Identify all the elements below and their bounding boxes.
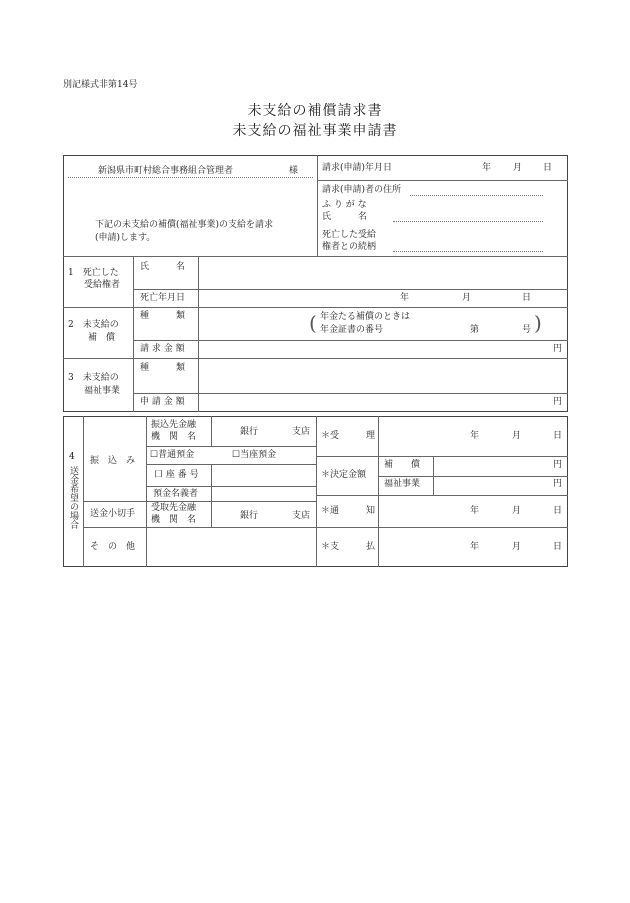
payment-label: ＊支 払: [321, 542, 376, 552]
title-2: 未支給の福祉事業申請書: [232, 123, 398, 139]
year-label: 年: [400, 293, 410, 303]
furigana-label: ふ り が な: [322, 200, 367, 210]
dai-label: 第: [470, 325, 480, 335]
request-text-2: (申請)します。: [95, 233, 156, 243]
title-1: 未支給の補償請求書: [247, 103, 383, 119]
year-label: 年: [470, 506, 480, 516]
main-table: [63, 155, 568, 412]
bracket-left-icon: (: [309, 311, 317, 335]
month-label: 月: [512, 506, 522, 516]
bank-dest-label: 振込先金融: [151, 420, 197, 430]
month-label: 月: [462, 293, 472, 303]
year-label: 年: [482, 163, 492, 173]
day-label: 日: [553, 506, 563, 516]
account-number-label: 口 座 番 号: [154, 470, 199, 480]
bank-label: 銀行: [240, 427, 259, 437]
addressee: 新潟県市町村総合事務組合管理者: [98, 166, 234, 176]
account-holder-label: 預金名義者: [153, 489, 199, 499]
transfer-label: 振 込 み: [90, 456, 136, 466]
bank-label: 銀行: [240, 511, 259, 521]
claim-amount-label: 請 求 金 額: [140, 344, 185, 354]
decided-amount-label: ＊決定金額: [321, 470, 367, 480]
year-label: 年: [470, 431, 480, 441]
section4-number: 4: [69, 452, 75, 462]
recv-bank-label: 受取先金融: [151, 503, 197, 513]
ordinary-deposit-checkbox[interactable]: ☐普通預金: [150, 450, 195, 460]
branch-label: 支店: [292, 511, 311, 521]
bracket-right-icon: ): [534, 311, 542, 335]
section3-label-2: 福祉事業: [84, 386, 121, 396]
kind-label: 種 類: [140, 363, 186, 373]
yen-label: 円: [553, 479, 563, 489]
receipt-label: ＊受 理: [321, 431, 376, 441]
yen-label: 円: [553, 344, 563, 354]
date-label: 請求(申請)年月日: [322, 163, 393, 173]
pension-note: 年金たる補償のときは: [320, 312, 411, 322]
welfare-label: 福祉事業: [384, 479, 421, 489]
yen-label: 円: [553, 397, 563, 407]
sama: 様: [289, 166, 299, 176]
section2-label: 2 未支給の: [68, 320, 119, 330]
deceased-name-label: 氏 名: [140, 262, 186, 272]
section4-label: 送金希望の場合: [68, 466, 78, 529]
form-number: 別記様式非第14号: [63, 80, 138, 90]
month-label: 月: [512, 542, 522, 552]
month-label: 月: [512, 431, 522, 441]
bank-dest-label-2: 機 関 名: [151, 432, 197, 442]
current-deposit-checkbox[interactable]: ☐当座預金: [232, 450, 277, 460]
day-label: 日: [553, 542, 563, 552]
death-date-label: 死亡年月日: [140, 293, 186, 303]
pension-number-label: 年金証書の番号: [320, 325, 384, 335]
kind-label: 種 類: [140, 311, 186, 321]
section1-label-2: 受給権者: [84, 280, 121, 290]
year-label: 年: [470, 542, 480, 552]
section3-label: 3 未支給の: [68, 373, 119, 383]
month-label: 月: [513, 163, 523, 173]
go-label: 号: [522, 325, 532, 335]
other-label: そ の 他: [90, 542, 136, 552]
day-label: 日: [522, 293, 532, 303]
apply-amount-label: 申 請 金 額: [140, 397, 185, 407]
check-label: 送金小切手: [90, 509, 136, 519]
section1-label: 1 死亡した: [68, 268, 119, 278]
recv-bank-label-2: 機 関 名: [151, 515, 197, 525]
relation-label-1: 死亡した受給: [322, 230, 377, 240]
address-label: 請求(申請)者の住所: [322, 185, 402, 195]
yen-label: 円: [553, 460, 563, 470]
branch-label: 支店: [292, 427, 311, 437]
day-label: 日: [543, 163, 553, 173]
compensation-label: 補 償: [384, 460, 421, 470]
request-text-1: 下記の未支給の補償(福祉事業)の支給を請求: [95, 220, 274, 230]
relation-label-2: 権者との続柄: [322, 242, 377, 252]
name-label: 氏 名: [322, 212, 368, 222]
day-label: 日: [553, 431, 563, 441]
section2-label-2: 補 償: [88, 333, 116, 343]
notice-label: ＊通 知: [321, 506, 376, 516]
